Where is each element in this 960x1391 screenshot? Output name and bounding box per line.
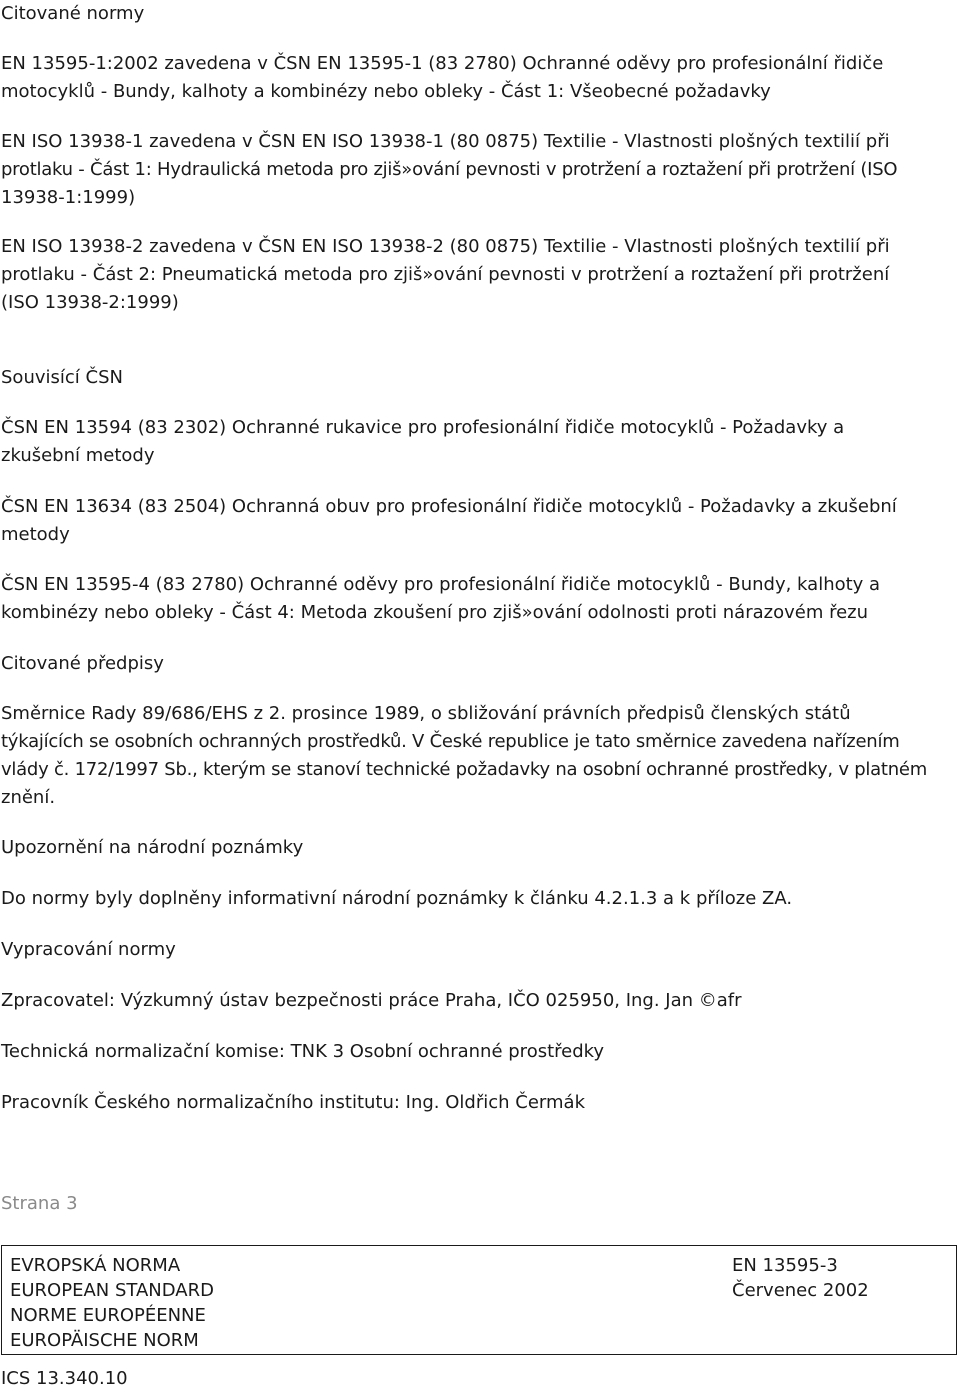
standard-meta [732, 1253, 869, 1303]
standard-names [10, 1253, 214, 1353]
standard-title-box [1, 1245, 957, 1355]
text-line: Směrnice Rady 89/686/EHS z 2. prosince 1989, o sbližování právních předpisů členských států [1, 703, 851, 724]
standard-name-en: EUROPEAN STANDARD [10, 1280, 214, 1301]
text-line: metody [1, 524, 70, 545]
text-line: týkajících se osobních ochranných prostředků. V České republice je tato směrnice zavedena nařízením [1, 731, 900, 752]
cited-standards-heading: Citované normy [1, 3, 145, 24]
ics-code: ICS 13.340.10 [1, 1368, 128, 1389]
cited-standard-2 [1, 128, 959, 212]
text-line: kombinézy nebo obleky - Část 4: Metoda zkoušení pro zjiš»ování odolnosti proti nárazovém řezu [1, 602, 869, 623]
preparation-heading: Vypracování normy [1, 939, 176, 960]
text-line: protlaku - Část 1: Hydraulická metoda pro zjiš»ování pevnosti v protržení a roztažení při protržení (ISO [1, 159, 898, 180]
text-line: 13938-1:1999) [1, 187, 136, 208]
text-line: vlády č. 172/1997 Sb., kterým se stanoví technické požadavky na osobní ochranné prostředky, v platném [1, 759, 927, 780]
preparer-text: Zpracovatel: Výzkumný ústav bezpečnosti práce Praha, IČO 025950, Ing. Jan ©afr [1, 990, 742, 1011]
national-notes-text: Do normy byly doplněny informativní národní poznámky k článku 4.2.1.3 a k příloze ZA. [1, 888, 793, 909]
text-line: EN 13595-1:2002 zavedena v ČSN EN 13595-1 (83 2780) Ochranné oděvy pro profesionální řidiče [1, 53, 884, 74]
committee-text: Technická normalizační komise: TNK 3 Osobní ochranné prostředky [1, 1041, 605, 1062]
cited-regulations-heading: Citované předpisy [1, 653, 164, 674]
standard-name-cz: EVROPSKÁ NORMA [10, 1255, 181, 1276]
related-csn-heading: Souvisící ČSN [1, 367, 123, 388]
cited-regulations-text [1, 700, 959, 812]
text-line: zkušební metody [1, 445, 155, 466]
text-line: (ISO 13938-2:1999) [1, 292, 179, 313]
text-line: znění. [1, 787, 56, 808]
text-line: motocyklů - Bundy, kalhoty a kombinézy nebo obleky - Část 1: Všeobecné požadavky [1, 81, 771, 102]
related-csn-1 [1, 414, 959, 470]
text-line: ČSN EN 13634 (83 2504) Ochranná obuv pro profesionální řidiče motocyklů - Požadavky a zkušební [1, 496, 897, 517]
page-number: Strana 3 [1, 1193, 78, 1214]
text-line: protlaku - Část 2: Pneumatická metoda pro zjiš»ování pevnosti v protržení a roztažení při protržení [1, 264, 890, 285]
national-notes-heading: Upozornění na národní poznámky [1, 837, 304, 858]
cited-standard-3 [1, 233, 959, 317]
standard-name-fr: NORME EUROPÉENNE [10, 1305, 206, 1326]
standard-number: EN 13595-3 [732, 1255, 838, 1276]
standard-date: Červenec 2002 [732, 1280, 869, 1301]
text-line: ČSN EN 13595-4 (83 2780) Ochranné oděvy pro profesionální řidiče motocyklů - Bundy, kalhoty a [1, 574, 881, 595]
text-line: ČSN EN 13594 (83 2302) Ochranné rukavice pro profesionální řidiče motocyklů - Požadavky a [1, 417, 845, 438]
text-line: EN ISO 13938-2 zavedena v ČSN EN ISO 13938-2 (80 0875) Textilie - Vlastnosti plošných textilií při [1, 236, 890, 257]
institute-worker-text: Pracovník Českého normalizačního institutu: Ing. Oldřich Čermák [1, 1092, 585, 1113]
text-line: EN ISO 13938-1 zavedena v ČSN EN ISO 13938-1 (80 0875) Textilie - Vlastnosti plošných textilií při [1, 131, 890, 152]
cited-standard-1 [1, 50, 959, 106]
related-csn-3 [1, 571, 959, 627]
standard-name-de: EUROPÄISCHE NORM [10, 1330, 199, 1351]
related-csn-2 [1, 493, 959, 549]
